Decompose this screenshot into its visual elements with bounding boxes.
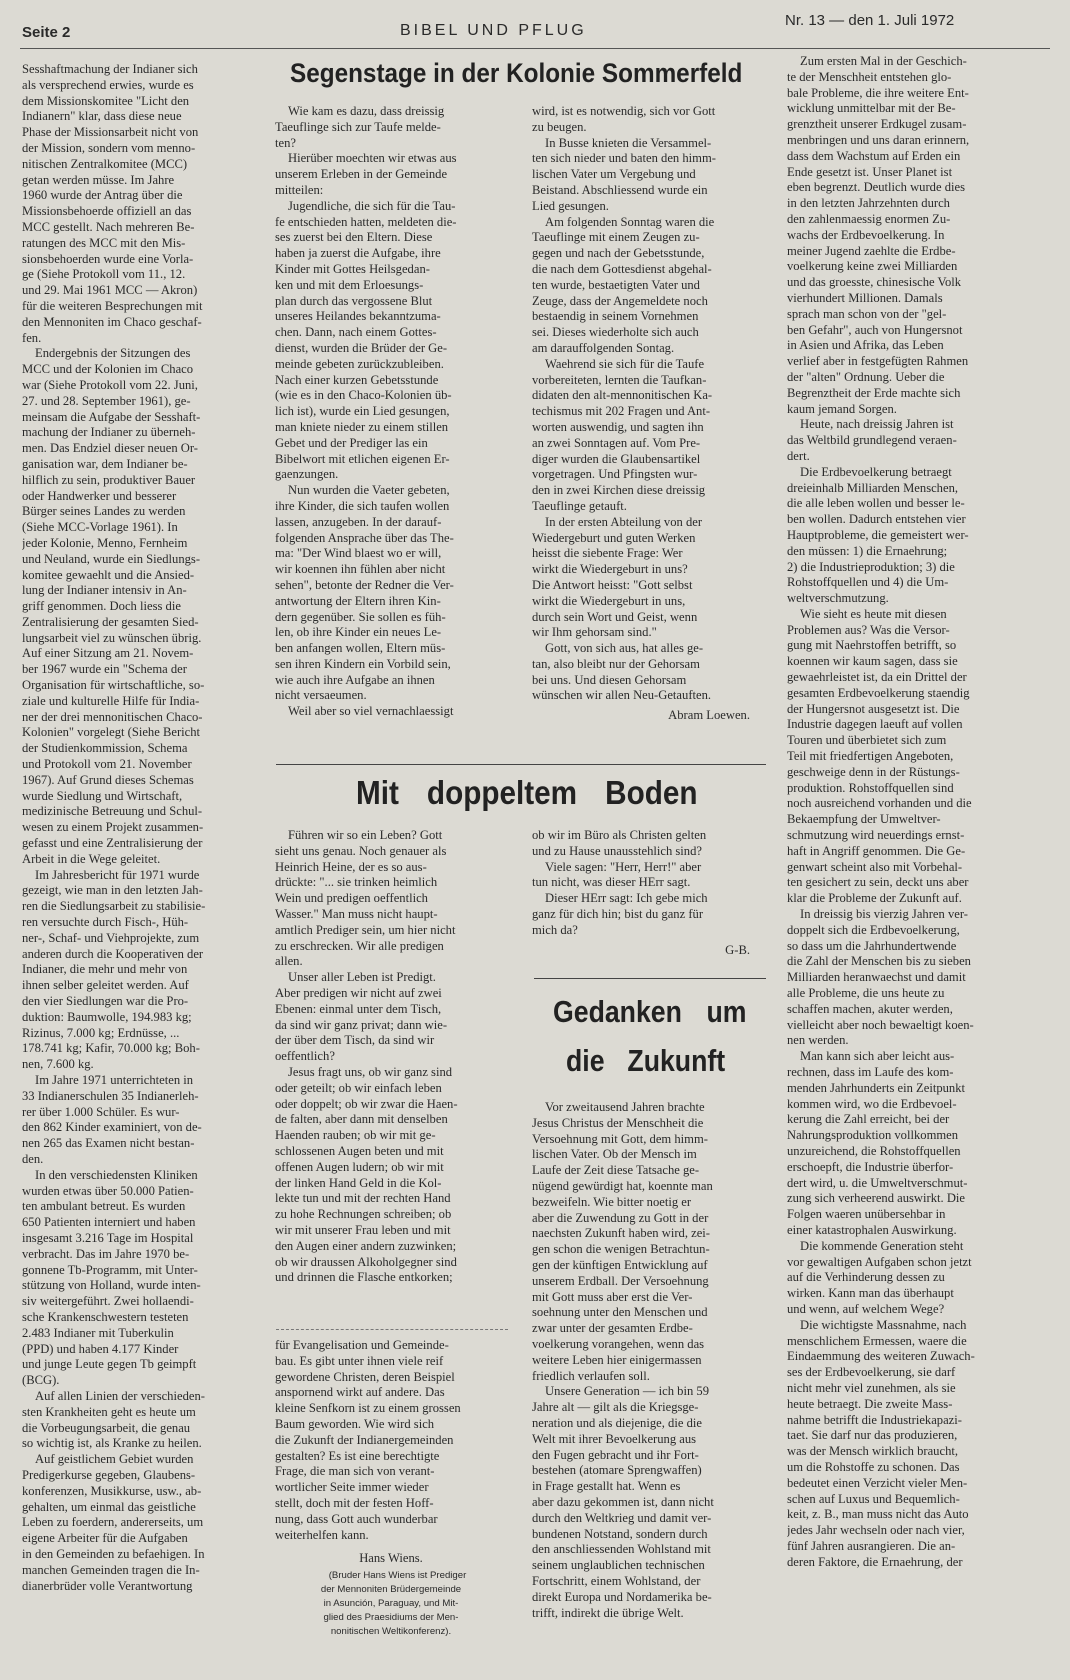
doppeltem-headline: Mit doppeltem Boden	[356, 774, 698, 811]
segenstage-headline: Segenstage in der Kolonie Sommerfeld	[290, 58, 743, 88]
zukunft-headline-2: die Zukunft	[566, 1043, 726, 1078]
paragraph: Dieser HErr sagt: Ich gebe mich ganz für dich hin; bist du ganz für mich da?	[532, 891, 708, 937]
paragraph: Vor zweitausend Jahren brachte Jesus Christus der Menschheit die Versoehnung mit Gott, dem himm- lischen Vater. Ob der Mensch im Laufe der Zeit diese Tatsache ge- nügend gewürdigt hat, koennte man bezweifeln. Wie bitter noetig er aber die Zuwendung zu Gott in der naechsten Zukunft haben wird, zei- gen schon die wenigen Betrachtun- gen der künftigen Entwicklung auf unserem Erdball. Der Versoehnung mit Gott muss aber erst die Ver- soehnung unter den Menschen und zwar unter der gesamten Erdbe- voelkerung vorangehen, wenn das weitere Leben hier einigermassen friedlich verlaufen soll.	[532, 1100, 713, 1383]
continuation-column	[275, 1338, 507, 1668]
paragraph: Die Erdbevoelkerung betraegt dreieinhalb Milliarden Menschen, die alle leben wollen und besser le- ben wollen. Dadurch entstehen vier Hauptprobleme, die gemeistert wer- den müssen: 1) die Ernaehrung; 2) die Industrieproduktion; 3) die Rohstoffquellen und 4) die Um- weltverschmutzung.	[787, 464, 969, 606]
doppeltem-end-rule	[276, 1329, 508, 1330]
paragraph: Endergebnis der Sitzungen des MCC und der Kolonien im Chaco war (Siehe Protokoll vom 22. Juni, 27. und 28. September 1961), ge- meinsam die Aufgabe der Sesshaft- machung der Indianer zu überneh- men. Das Endziel dieser neuen Or- ganisation war, dem Indianer be- hilflich zu sein, produktiver Bauer oder Handwerker und besserer Bürger seines Landes zu werden (Siehe MCC-Vorlage 1961). In jeder Kolonie, Menno, Fernheim und Neuland, wurde ein Siedlungs- komitee gewaehlt und die Ansied- lung der Indianer intensiv in An- griff genommen. Doch liess die Zentralisierung der gesamten Sied- lungsarbeit viel zu wünschen übrig. Auf einer Sitzung am 21. Novem- ber 1967 wurde ein "Schema der Organisation für wirtschaftliche, so- ziale und kulturelle Hilfe für India- ner der drei mennonitischen Chaco- Kolonien" vorgelegt (Siehe Bericht der Studienkommission, Schema und Protokoll vom 21. November 1967). Auf Grund dieses Schemas wurde Siedlung und Wirtschaft, medizinische Betreuung und Schul- wesen zu einem Projekt zusammen- gefasst und eine Zentralisierung der Arbeit in die Wege geleitet.	[22, 346, 205, 866]
paragraph: Die kommende Generation steht vor gewaltigen Aufgaben schon jetzt auf die Verhinderung dessen zu wirken. Kann man das überhaupt und wenn, auf welchem Wege?	[787, 1238, 972, 1316]
page-number: Seite 2	[22, 24, 71, 41]
doppeltem-column-2	[532, 828, 764, 968]
paragraph: Wie kam es dazu, dass dreissig Taeuflinge sich zur Taufe melde- ten?	[275, 104, 445, 150]
paragraph: Unser aller Leben ist Predigt. Aber predigen wir nicht auf zwei Ebenen: einmal unter dem Tisch, da sind wir ganz privat; dann wie- der über dem Tisch, da sind wir oeffentlich?	[275, 970, 448, 1064]
zukunft-headline-1: Gedanken um	[553, 994, 747, 1029]
paragraph: Zum ersten Mal in der Geschich- te der Menschheit entstehen glo- bale Probleme, die ihre weitere Ent- wicklung unmittelbar mit der Be- grenztheit unserer Erdkugel zusam- menbringen und uns daran erinnern, dass dem Wachstum auf Erden ein Ende gesetzt ist. Unser Planet ist eben begrenzt. Deutlich wurde dies in den letzten Jahrzehnten durch den zahlenmaessig enormen Zu- wachs der Erdbevoelkerung. In meiner Jugend zaehlte die Erdbe- voelkerung keine zwei Milliarden und das groesste, chinesische Volk vierhundert Millionen. Damals sprach man schon von der "gel- ben Gefahr", auch von Hungersnot in Asien und Afrika, das Leben verlief aber in festgefügten Rahmen der "alten" Ordnung. Ueber die Begrenztheit der Erde machte sich kaum jemand Sorgen.	[787, 54, 970, 416]
paragraph: ob wir im Büro als Christen gelten und zu Hause unausstehlich sind?	[532, 828, 707, 858]
paragraph: Auf geistlichem Gebiet wurden Predigerkurse gegeben, Glaubens- konferenzen, Musikkurse, usw., ab- gehalten, um einmal das geistliche Leben zu foerdern, andererseits, um eigene Arbeiter für die Aufgaben in den Gemeinden zu befaehigen. In manchen Gemeinden tragen die In- dianerbrüder volle Verantwortung	[22, 1452, 205, 1593]
article-divider	[276, 764, 766, 765]
paragraph: Hierüber moechten wir etwas aus unserem Erleben in der Gemeinde mitteilen:	[275, 151, 457, 197]
right-column	[787, 54, 1025, 1672]
paragraph: Im Jahre 1971 unterrichteten in 33 Indianerschulen 35 Indianerleh- rer über 1.000 Schüler. Es wur- den 862 Kinder examiniert, von de- nen 265 das Examen nicht bestan- den.	[22, 1073, 202, 1166]
paragraph: Die wichtigste Massnahme, nach menschlichem Ermessen, waere die Eindaemmung des weiteren Zuwach- ses der Erdbevoelkerung, sie darf nicht mehr viel zunehmen, als sie heute betraegt. Die zweite Mass- nahme betrifft die Industriekapazi- taet. Sie darf nur das produzieren, was der Mensch wirklich braucht, um die Rohstoffe zu schonen. Das bedeutet einen Verzicht vieler Men- schen auf Luxus und Bequemlich- keit, z. B., man muss nicht das Auto jedes Jahr wechseln oder nach vier, fünf Jahren ausrangieren. Die an- deren Faktore, die Ernaehrung, der	[787, 1317, 975, 1569]
continuation-author: Hans Wiens.	[359, 1551, 423, 1566]
paragraph: In den verschiedensten Kliniken wurden etwas über 50.000 Patien- ten ambulant betreut. Es wurden 650 Patienten interniert und haben insgesamt 3.216 Tage im Hospital verbracht. Das im Jahre 1970 be- gonnene Tb-Programm, mit Unter- stützung von Holland, wurde inten- siv weitergeführt. Zwei hollaendi- sche Krankenschwestern testeten 2.483 Indianer mit Tuberkulin (PPD) und haben 4.177 Kinder und junge Leute gegen Tb geimpft (BCG).	[22, 1167, 201, 1388]
paragraph: Führen wir so ein Leben? Gott sieht uns genau. Noch genauer als Heinrich Heine, der es so aus- drückte: "... sie trinken heimlich Wein und predigen oeffentlich Wasser." Man muss nicht haupt- amtlich Prediger sein, um hier nicht zu erschrecken. Wir alle predigen allen.	[275, 828, 456, 969]
paragraph: für Evangelisation und Gemeinde- bau. Es gibt unter ihnen viele reif gewordene Christen, deren Beispiel anspornend wirkt auf andere. Das kleine Senfkorn ist zu einem grossen Baum geworden. Wie wird sich die Zukunft der Indianergemeinden gestalten? Es ist eine berechtigte Frage, die man sich von verant- wortlicher Seite immer wieder stellt, doch mit der festen Hoff- nung, dass Gott auch wunderbar weiterhelfen kann.	[275, 1338, 461, 1542]
paragraph: Jesus fragt uns, ob wir ganz sind oder geteilt; ob wir einfach leben oder doppelt; ob wir zwar die Haen- de falten, aber dann mit denselben Haenden rauben; ob wir mit ge- schlossenen Augen beten und mit offenen Augen ludern; ob wir mit der linken Hand Geld in die Kol- lekte tun und mit der rechten Hand zu hohe Rechnungen schreiben; ob wir mit unserer Frau leben und mit den Augen einer andern zuzwinken; ob wir draussen Alkoholgegner sind und drinnen die Flasche entkorken;	[275, 1064, 458, 1285]
paragraph: Gott, von sich aus, hat alles ge- tan, also bleibt nur der Gehorsam bei uns. Und diesen Gehorsam wünschen wir allen Neu-Getauften.	[532, 641, 712, 703]
author-note: (Bruder Hans Wiens ist Prediger der Mennoniten Brüdergemeinde in Asunción, Paraguay, und Mit- glied des Praesidiums der Men- nonitischen Weltikonferenz).	[320, 1570, 467, 1638]
paragraph: In Busse knieten die Versammel- ten sich nieder und baten den himm- lischen Vater um Vergebung und Beistand. Abschliessend wurde ein Lied gesungen.	[532, 135, 716, 213]
paragraph: Nun wurden die Vaeter gebeten, ihre Kinder, die sich taufen wollen lassen, anzugeben. In der darauf- folgenden Ansprache über das The- ma: "Der Wind blaest wo er will, wir koennen ihn fühlen aber nicht sehen", betonte der Redner die Ver- antwortung der Eltern ihren Kin- dern gegenüber. Sie sollen es füh- len, ob ihre Kinder ein neues Le- ben anfangen wollen, Eltern müs- sen ihren Kindern ein Vorbild sein, wie auch ihre Aufgabe an ihnen nicht versaeumen.	[275, 483, 454, 703]
paragraph: Waehrend sie sich für die Taufe vorbereiteten, lernten die Taufkan- didaten den alt-mennonitischen Ka- techismus mit 202 Fragen und Ant- worten auswendig, und sagten ihn an zwei Sonntagen auf. Vom Pre- diger wurden die Glaubensartikel vorgetragen. Und Pfingsten wur- den in zwei Kirchen diese dreissig Taeuflinge getauft.	[532, 356, 713, 513]
paragraph: Heute, nach dreissig Jahren ist das Weltbild grundlegend veraen- dert.	[787, 417, 957, 463]
issue-date: Nr. 13 — den 1. Juli 1972	[785, 12, 955, 29]
paragraph: Viele sagen: "Herr, Herr!" aber tun nicht, was dieser HErr sagt.	[532, 859, 702, 890]
paragraph: Man kann sich aber leicht aus- rechnen, dass im Laufe des kom- menden Jahrhunderts ein Zeitpunkt kommen wird, wo die Erdbevoel- kerung die Zahl erreicht, bei der Nahrungsproduktion vollkommen unzureichend, die Rohstoffquellen erschoepft, die Industrie überfor- dert wird, u. die Umweltverschmut- zung sich verheerend auswirkt. Die Folgen waeren unübersehbar in einer katastrophalen Auswirkung.	[787, 1049, 968, 1237]
doppeltem-author: G-B.	[725, 942, 750, 957]
paragraph: Im Jahresbericht für 1971 wurde gezeigt, wie man in den letzten Jah- ren die Siedlungsarbeit zu stabilisie- ren versuchte durch Fisch-, Hüh- ner-, Schaf- und Viehprojekte, zum anderen durch die Kooperativen der Indianer, die mehr und mehr von ihnen selber geleitet werden. Auf den vier Siedlungen war die Pro- duktion: Baumwolle, 194.983 kg; Rizinus, 7.000 kg; Erdnüsse, ... 178.741 kg; Kafir, 70.000 kg; Boh- nen, 7.600 kg.	[22, 867, 206, 1072]
paragraph: In dreissig bis vierzig Jahren ver- doppelt sich die Erdbevoelkerung, so dass um die Jahrhundertwende die Zahl der Menschen bis zu sieben Milliarden heranwaechst und damit alle Probleme, die uns heute zu schaffen machen, akuter werden, vielleicht aber noch bewaeltigt koen- nen werden.	[787, 907, 974, 1048]
paragraph: Jugendliche, die sich für die Tau- fe entschieden hatten, meldeten die- ses zuerst bei den Eltern. Diese haben ja zuerst die Aufgabe, ihre Kinder mit Gottes Heilsgedan- ken und mit dem Erloesungs- plan durch das vergossene Blut unseres Heilandes bekanntzuma- chen. Dann, nach einem Gottes- dienst, wurden die Brüder der Ge- meinde gebeten zurückzubleiben. Nach einer kurzen Gebetsstunde (wie es in den Chaco-Kolonien üb- lich ist), wurde ein Lied gesungen, man kniete nieder zu einem stillen Gebet und der Prediger las ein Bibelwort mit etlichen eigenen Er- gaenzungen.	[275, 198, 457, 482]
newspaper-title: BIBEL UND PFLUG	[400, 22, 587, 39]
segenstage-column-1	[275, 104, 507, 744]
doppeltem-column-1	[275, 828, 507, 1328]
paragraph: Unsere Generation — ich bin 59 Jahre alt — gilt als die Kriegsge- neration und als diejenige, die die Welt mit ihrer Bevoelkerung aus den Fugen gebracht und ihr Fort- bestehen (atomare Sprengwaffen) in Frage gestallt hat. Wenn es aber dazu gekommen ist, dann nicht durch den Weltkrieg und damit ver- bundenen Notstand, sondern durch den anschliessenden Wohlstand mit seinem unglaublichen technischen Fortschritt, einem Wohlstand, der direkt Europa und Nordamerika be- trifft, indirekt die übrige Welt.	[532, 1384, 714, 1620]
paragraph: In der ersten Abteilung von der Wiedergeburt und guten Werken heisst die siebente Frage: Wer wirkt die Wiedergeburt in uns? Die Antwort heisst: "Gott selbst wirkt die Wiedergeburt in uns, durch sein Wort und Geist, wenn wir Ihm gehorsam sind."	[532, 514, 703, 640]
segenstage-column-2	[532, 104, 764, 744]
paragraph: Sesshaftmachung der Indianer sich als versprechend erwies, wurde es dem Missionskomitee "Licht den Indianern" klar, dass diese neue Phase der Missionsarbeit nicht von der Mission, sondern vom menno- nitischen Zentralkomitee (MCC) getan werden müsse. Im Jahre 1960 wurde der Antrag über die Missionsbehoerde offiziell an das MCC gestellt. Nach mehreren Be- ratungen des MCC mit den Mis- sionsbehoerden wurde eine Vorla- ge (Siehe Protokoll vom 11., 12. und 29. Mai 1961 MCC — Akron) für die weiteren Besprechungen mit den Mennoniten im Chaco geschaf- fen.	[22, 62, 203, 345]
segenstage-author: Abram Loewen.	[668, 708, 750, 723]
paragraph: Auf allen Linien der verschieden- sten Krankheiten geht es heute um die Vorbeugungsarbeit, die genau so wichtig ist, als Kranke zu heilen.	[22, 1388, 205, 1451]
paragraph: Am folgenden Sonntag waren die Taeuflinge mit einem Zeugen zu- gegen und nach der Gebetsstunde, die nach dem Gottesdienst abgehal- ten wurde, bestaetigten Vater und Zeuge, dass der Angemeldete noch bestaendig in seinem Vornehmen sei. Dieses wiederholte sich auch am darauffolgenden Sontag.	[532, 214, 715, 355]
header-rule	[20, 48, 1050, 49]
paragraph: wird, ist es notwendig, sich vor Gott zu beugen.	[532, 104, 716, 134]
paragraph: Wie sieht es heute mit diesen Problemen aus? Was die Versor- gung mit Naehrstoffen betrifft, so koennen wir kaum sagen, dass sie gewaehrleistet ist, da ein Drittel der gesamten Erdbevoelkerung staendig der Hungersnot ausgesetzt ist. Die Industrie dagegen laeuft auf vollen Touren und überbietet sich zum Teil mit friedfertigen Angeboten, geschweige denn in der Rüstungs- produktion. Rohstoffquellen sind noch ausreichend vorhanden und die Bekaempfung der Umweltver- schmutzung wird neuerdings ernst- haft in Angriff genommen. Die Ge- genwart scheint also mit Vorbehal- ten gesichert zu sein, deckt uns aber klar die Probleme der Zukunft auf.	[787, 606, 972, 906]
zukunft-top-rule	[534, 978, 766, 979]
zukunft-column	[532, 1100, 764, 1670]
left-column	[22, 62, 255, 1672]
paragraph: Weil aber so viel vernachlaessigt	[288, 704, 454, 719]
